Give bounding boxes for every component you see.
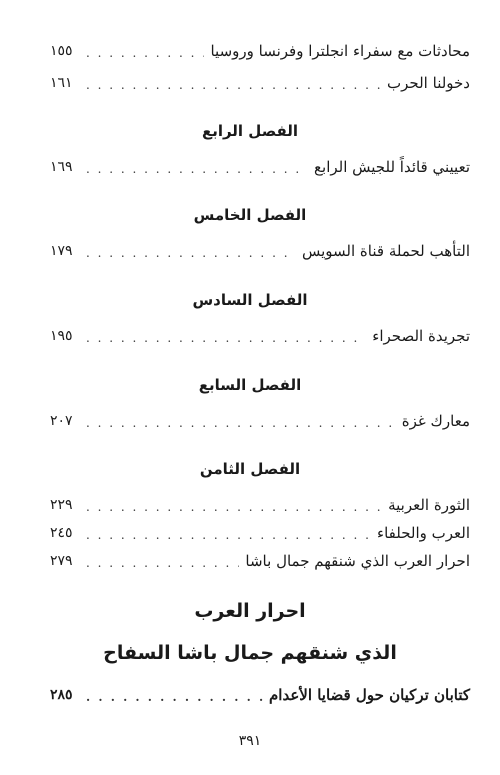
chapter-heading: الفصل الخامس [193, 206, 307, 224]
page-number: ٣٩١ [238, 733, 262, 749]
toc-entry-page: ٢٨٥ [50, 687, 73, 703]
chapter-heading: الفصل السابع [198, 376, 302, 394]
toc-entry [50, 684, 470, 706]
toc-entry-page: ١٥٥ [50, 43, 73, 59]
dot-leader [86, 329, 366, 347]
toc-entry [50, 40, 470, 62]
toc-entry-title: تجريدة الصحراء [372, 327, 470, 345]
dot-leader [86, 44, 204, 62]
toc-entry-title: معارك غزة [401, 412, 470, 430]
toc-entry-page: ٢٠٧ [50, 413, 73, 429]
toc-entry-page: ١٦٩ [50, 159, 73, 175]
section-title: احرار العرب [194, 600, 306, 622]
dot-leader [86, 526, 371, 544]
chapter-heading: الفصل الرابع [201, 122, 299, 140]
dot-leader [86, 76, 381, 94]
chapter-heading: الفصل الثامن [199, 460, 301, 478]
dot-leader [86, 554, 239, 572]
toc-entry-title: كتابان تركيان حول قضايا الأعدام [268, 686, 470, 704]
toc-entry-page: ٢٧٩ [50, 553, 73, 569]
toc-entry-page: ٢٤٥ [50, 525, 73, 541]
toc-entry [50, 550, 470, 572]
toc-entry-title: محادثات مع سفراء انجلترا وفرنسا وروسيا [210, 42, 470, 60]
toc-entry [50, 72, 470, 94]
toc-entry-title: تعييني قائداً للجيش الرابع [314, 158, 470, 176]
chapter-heading: الفصل السادس [192, 291, 308, 309]
dot-leader [86, 244, 296, 262]
toc-entry [50, 156, 470, 178]
toc-entry [50, 240, 470, 262]
toc-entry-title: التأهب لحملة قناة السويس [301, 242, 470, 260]
toc-entry-page: ١٩٥ [50, 328, 73, 344]
toc-entry [50, 494, 470, 516]
toc-entry [50, 522, 470, 544]
toc-entry-title: العرب والحلفاء [377, 524, 470, 542]
dot-leader [86, 498, 382, 516]
section-subtitle: الذي شنقهم جمال باشا السفاح [103, 642, 397, 664]
toc-entry-title: احرار العرب الذي شنقهم جمال باشا [245, 552, 470, 570]
toc-entry-page: ٢٢٩ [50, 497, 73, 513]
dot-leader [86, 160, 308, 178]
toc-entry-title: الثورة العربية [388, 496, 470, 514]
toc-entry [50, 325, 470, 347]
toc-entry [50, 410, 470, 432]
toc-entry-title: دخولنا الحرب [387, 74, 470, 92]
toc-entry-page: ١٦١ [50, 75, 73, 91]
dot-leader [86, 414, 396, 432]
toc-entry-page: ١٧٩ [50, 243, 73, 259]
dot-leader [86, 688, 263, 706]
